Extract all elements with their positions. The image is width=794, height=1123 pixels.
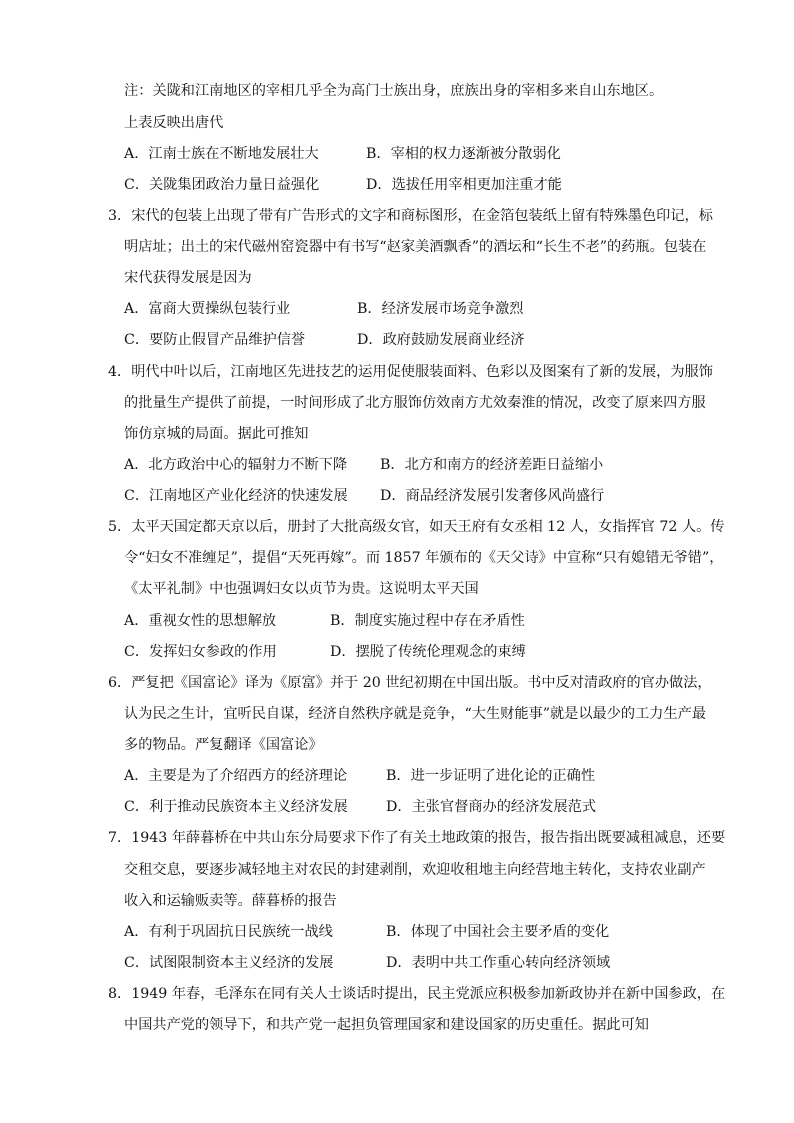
q7-option-a[interactable]: A．有利于巩固抗日民族统一战线 <box>124 924 333 940</box>
q3-option-b[interactable]: B．经济发展市场竞争激烈 <box>357 301 524 317</box>
q2-option-a[interactable]: A．江南士族在不断地发展壮大 <box>124 146 319 162</box>
q6-option-b[interactable]: B．进一步证明了进化论的正确性 <box>386 768 596 784</box>
q7-option-c[interactable]: C．试图限制资本主义经济的发展 <box>124 955 334 971</box>
q4-option-a[interactable]: A．北方政治中心的辐射力不断下降 <box>124 457 348 473</box>
q3-stem-line-1: 3．宋代的包装上出现了带有广告形式的文字和商标图形，在金箔包装纸上留有特殊墨色印记，标 <box>108 208 713 224</box>
q7-stem-line-3: 收入和运输贩卖等。薛暮桥的报告 <box>124 893 337 909</box>
q3-stem-line-3: 宋代获得发展是因为 <box>124 270 252 286</box>
q3-option-d[interactable]: D．政府鼓励发展商业经济 <box>357 332 525 348</box>
q5-option-a[interactable]: A．重视女性的思想解放 <box>124 613 277 629</box>
q4-option-c[interactable]: C．江南地区产业化经济的快速发展 <box>124 488 348 504</box>
q4-option-d[interactable]: D．商品经济发展引发奢侈风尚盛行 <box>380 488 605 504</box>
q6-stem-line-3: 多的物品。严复翻译《国富论》 <box>124 737 323 753</box>
q4-stem-line-1: 4．明代中叶以后，江南地区先进技艺的运用促使服装面料、色彩以及图案有了新的发展，为服饰 <box>108 364 713 380</box>
q2-option-d[interactable]: D．选拔任用宰相更加注重才能 <box>366 177 562 193</box>
q2-option-b[interactable]: B．宰相的权力逐渐被分散弱化 <box>366 146 561 162</box>
q2-option-c[interactable]: C．关陇集团政治力量日益强化 <box>124 177 320 193</box>
q5-option-d[interactable]: D．摆脱了传统伦理观念的束缚 <box>330 644 526 660</box>
q5-stem-line-2: 令“妇女不准缠足”，提倡“天死再嫁”。而 1857 年颁布的《天父诗》中宣称“只有媳错无爷错”， <box>124 550 724 566</box>
q6-stem-line-2: 认为民之生计，宜听民自谋，经济自然秩序就是竞争，“大生财能事”就是以最少的工力生产最 <box>124 706 707 722</box>
q6-option-d[interactable]: D．主张官督商办的经济发展范式 <box>386 799 597 815</box>
q6-stem-line-1: 6．严复把《国富论》译为《原富》并于 20 世纪初期在中国出版。书中反对清政府的官办做法， <box>108 675 712 691</box>
q6-option-a[interactable]: A．主要是为了介绍西方的经济理论 <box>124 768 348 784</box>
q6-option-c[interactable]: C．利于推动民族资本主义经济发展 <box>124 799 348 815</box>
q4-stem-line-3: 饰仿京城的局面。据此可推知 <box>124 426 309 442</box>
q4-stem-line-2: 的批量生产提供了前提，一时间形成了北方服饰仿效南方尤效秦淮的情况，改变了原来四方服 <box>124 395 706 411</box>
q3-option-a[interactable]: A．富商大贾操纵包装行业 <box>124 301 291 317</box>
q7-option-d[interactable]: D．表明中共工作重心转向经济领域 <box>386 955 611 971</box>
q8-stem-line-2: 中国共产党的领导下，和共产党一起担负管理国家和建设国家的历史重任。据此可知 <box>124 1017 649 1033</box>
q5-option-b[interactable]: B．制度实施过程中存在矛盾性 <box>330 613 525 629</box>
q7-stem-line-2: 交租交息，要逐步减轻地主对农民的封建剥削，欢迎收租地主向经营地主转化，支持农业副产 <box>124 862 706 878</box>
q5-stem-line-1: 5．太平天国定都天京以后，册封了大批高级女官，如天王府有女丞相 12 人，女指挥官 72 人。传 <box>108 519 725 535</box>
q5-stem-line-3: 《太平礼制》中也强调妇女以贞节为贵。这说明太平天国 <box>124 581 479 597</box>
q3-option-c[interactable]: C．要防止假冒产品维护信誉 <box>124 332 306 348</box>
table-note: 注：关陇和江南地区的宰相几乎全为高门士族出身，庶族出身的宰相多来自山东地区。 <box>124 83 664 99</box>
q3-stem-line-2: 明店址；出土的宋代磁州窑瓷器中有书写“赵家美酒飘香”的酒坛和“长生不老”的药瓶。包装在 <box>124 239 707 255</box>
q7-option-b[interactable]: B．体现了中国社会主要矛盾的变化 <box>386 924 610 940</box>
q5-option-c[interactable]: C．发挥妇女参政的作用 <box>124 644 277 660</box>
q8-stem-line-1: 8．1949 年春，毛泽东在同有关人士谈话时提出，民主党派应积极参加新政协并在新中国参政，在 <box>108 986 726 1002</box>
question-2-stem: 上表反映出唐代 <box>124 115 224 131</box>
q4-option-b[interactable]: B．北方和南方的经济差距日益缩小 <box>380 457 604 473</box>
q7-stem-line-1: 7．1943 年薛暮桥在中共山东分局要求下作了有关土地政策的报告，报告指出既要减租减息，还要 <box>108 830 726 846</box>
